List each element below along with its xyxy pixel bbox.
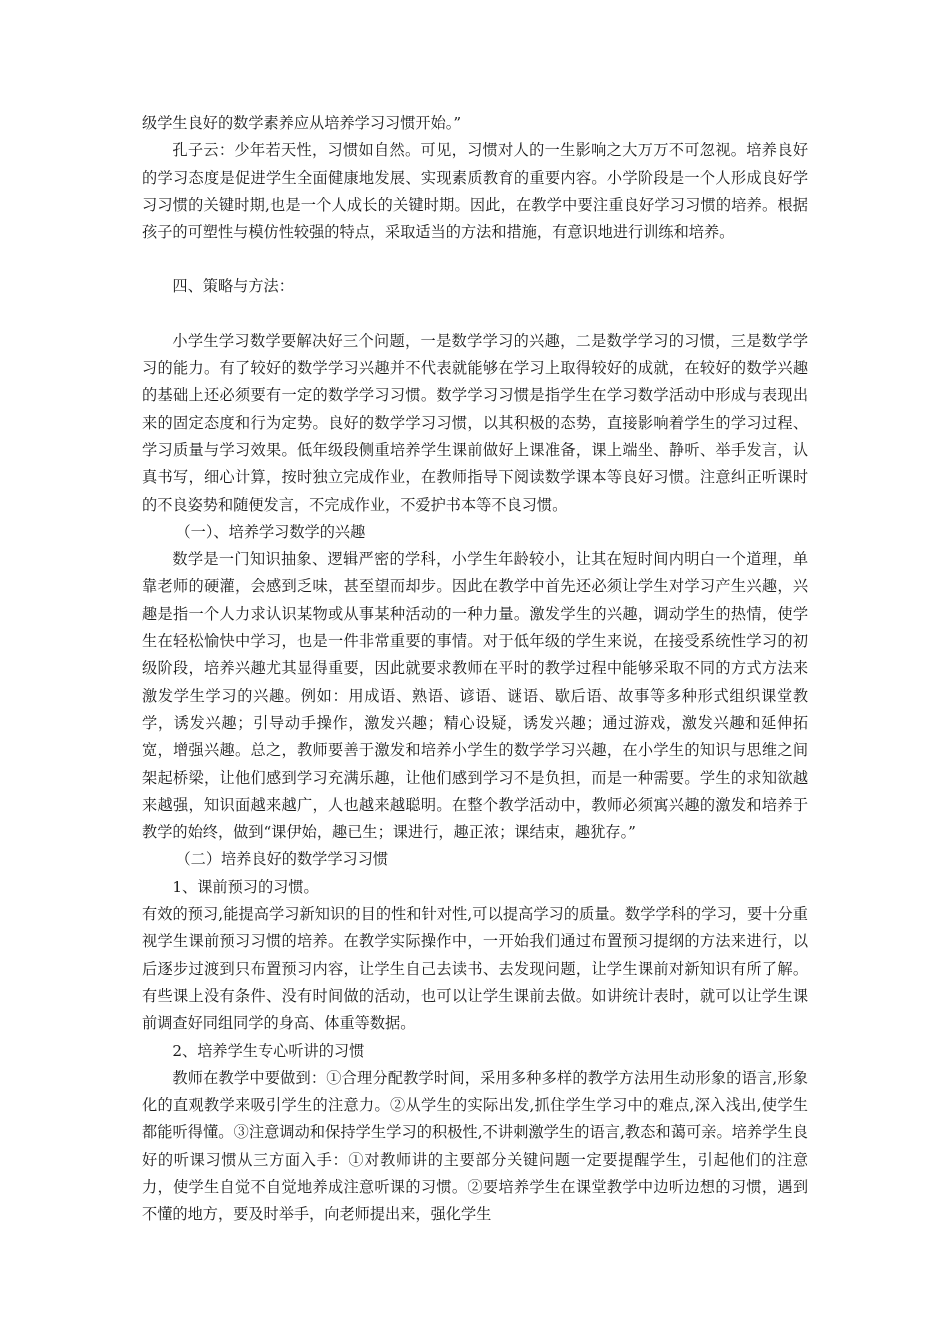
paragraph-preview: 有效的预习,能提高学习新知识的目的性和针对性,可以提高学习的质量。数学学科的学习，要十分重视学生课前预习习惯的培养。在教学实际操作中，一开始我们通过布置预习提纲的方法来进行，以后逐步过渡到只布置预习内容，让学生自己去读书、去发现问题，让学生课前对新知识有所了解。有些课上没有条件、没有时间做的活动，也可以让学生课前去做。如讲统计表时，就可以让学生课前调查好同组同学的身高、体重等数据。 (142, 905, 808, 1033)
paragraph-interest: 数学是一门知识抽象、逻辑严密的学科，小学生年龄较小，让其在短时间内明白一个道理，单靠老师的硬灌，会感到乏味，甚至望而却步。因此在教学中首先还必须让学生对学习产生兴趣，兴趣是指一个人力求认识某物或从事某种活动的一种力量。激发学生的兴趣，调动学生的热情，使学生在轻松愉快中学习，也是一件非常重要的事情。对于低年级的学生来说，在接受系统性学习的初级阶段，培养兴趣尤其显得重要，因此就要求教师在平时的教学过程中能够采取不同的方式方法来激发学生学习的兴趣。例如：用成语、熟语、谚语、谜语、歇后语、故事等多种形式组织课堂教学，诱发兴趣；引导动手操作，激发兴趣；精心设疑，诱发兴趣；通过游戏，激发兴趣和延伸拓宽，增强兴趣。总之，教师要善于激发和培养小学生的数学学习兴趣，在小学生的知识与思维之间架起桥梁，让他们感到学习充满乐趣，让他们感到学习不是负担，而是一种需要。学生的求知欲越来越强，知识面越来越广，人也越来越聪明。在整个教学活动中，教师必须寓兴趣的激发和培养于教学的始终，做到“课伊始，趣已生；课进行，趣正浓；课结束，趣犹存。” (142, 550, 808, 842)
paragraph-habit-importance: 孔子云：少年若天性，习惯如自然。可见，习惯对人的一生影响之大万万不可忽视。培养良好的学习态度是促进学生全面健康地发展、实现素质教育的重要内容。小学阶段是一个人形成良好学习习惯的关键时期,也是一个人成长的关键时期。因此，在教学中要注重良好学习习惯的培养。根据孩子的可塑性与模仿性较强的特点，采取适当的方法和措施，有意识地进行训练和培养。 (142, 141, 808, 242)
spacer (142, 246, 808, 273)
document-page (142, 110, 808, 1229)
spacer (142, 301, 808, 328)
paragraph-continued: 级学生良好的数学素养应从培养学习习惯开始。” (142, 114, 462, 132)
subsection-heading-habits: （二）培养良好的数学学习习惯 (175, 850, 389, 869)
item-heading-listening: 2、培养学生专心听讲的习惯 (172, 1041, 365, 1060)
item-heading-preview: 1、课前预习的习惯。 (172, 877, 319, 896)
section-heading-strategies: 四、策略与方法： (172, 277, 294, 296)
subsection-heading-interest: （一）、培养学习数学的兴趣 (175, 522, 366, 541)
paragraph-three-problems: 小学生学习数学要解决好三个问题，一是数学学习的兴趣，二是数学学习的习惯，三是数学学习的能力。有了较好的数学学习兴趣并不代表就能够在学习上取得较好的成就，在较好的数学兴趣的基础上还必须要有一定的数学学习习惯。数学学习习惯是指学生在学习数学活动中形成与表现出来的固定态度和行为定势。良好的数学学习习惯，以其积极的态势，直接影响着学生的学习过程、学习质量与学习效果。低年级段侧重培养学生课前做好上课准备，课上端坐、静听、举手发言，认真书写，细心计算，按时独立完成作业，在教师指导下阅读数学课本等良好习惯。注意纠正听课时的不良姿势和随便发言，不完成作业，不爱护书本等不良习惯。 (142, 331, 808, 514)
paragraph-listening: 教师在教学中要做到：①合理分配教学时间，采用多种多样的教学方法用生动形象的语言,形象化的直观教学来吸引学生的注意力。②从学生的实际出发,抓住学生学习中的难点,深入浅出,使学生都能听得懂。③注意调动和保持学生学习的积极性,不讲刺激学生的语言,教态和蔼可亲。培养学生良好的听课习惯从三方面入手：①对教师讲的主要部分关键问题一定要提醒学生，引起他们的注意力，使学生自觉不自觉地养成注意听课的习惯。②要培养学生在课堂教学中边听边想的习惯，遇到不懂的地方，要及时举手，向老师提出来，强化学生 (142, 1068, 808, 1224)
